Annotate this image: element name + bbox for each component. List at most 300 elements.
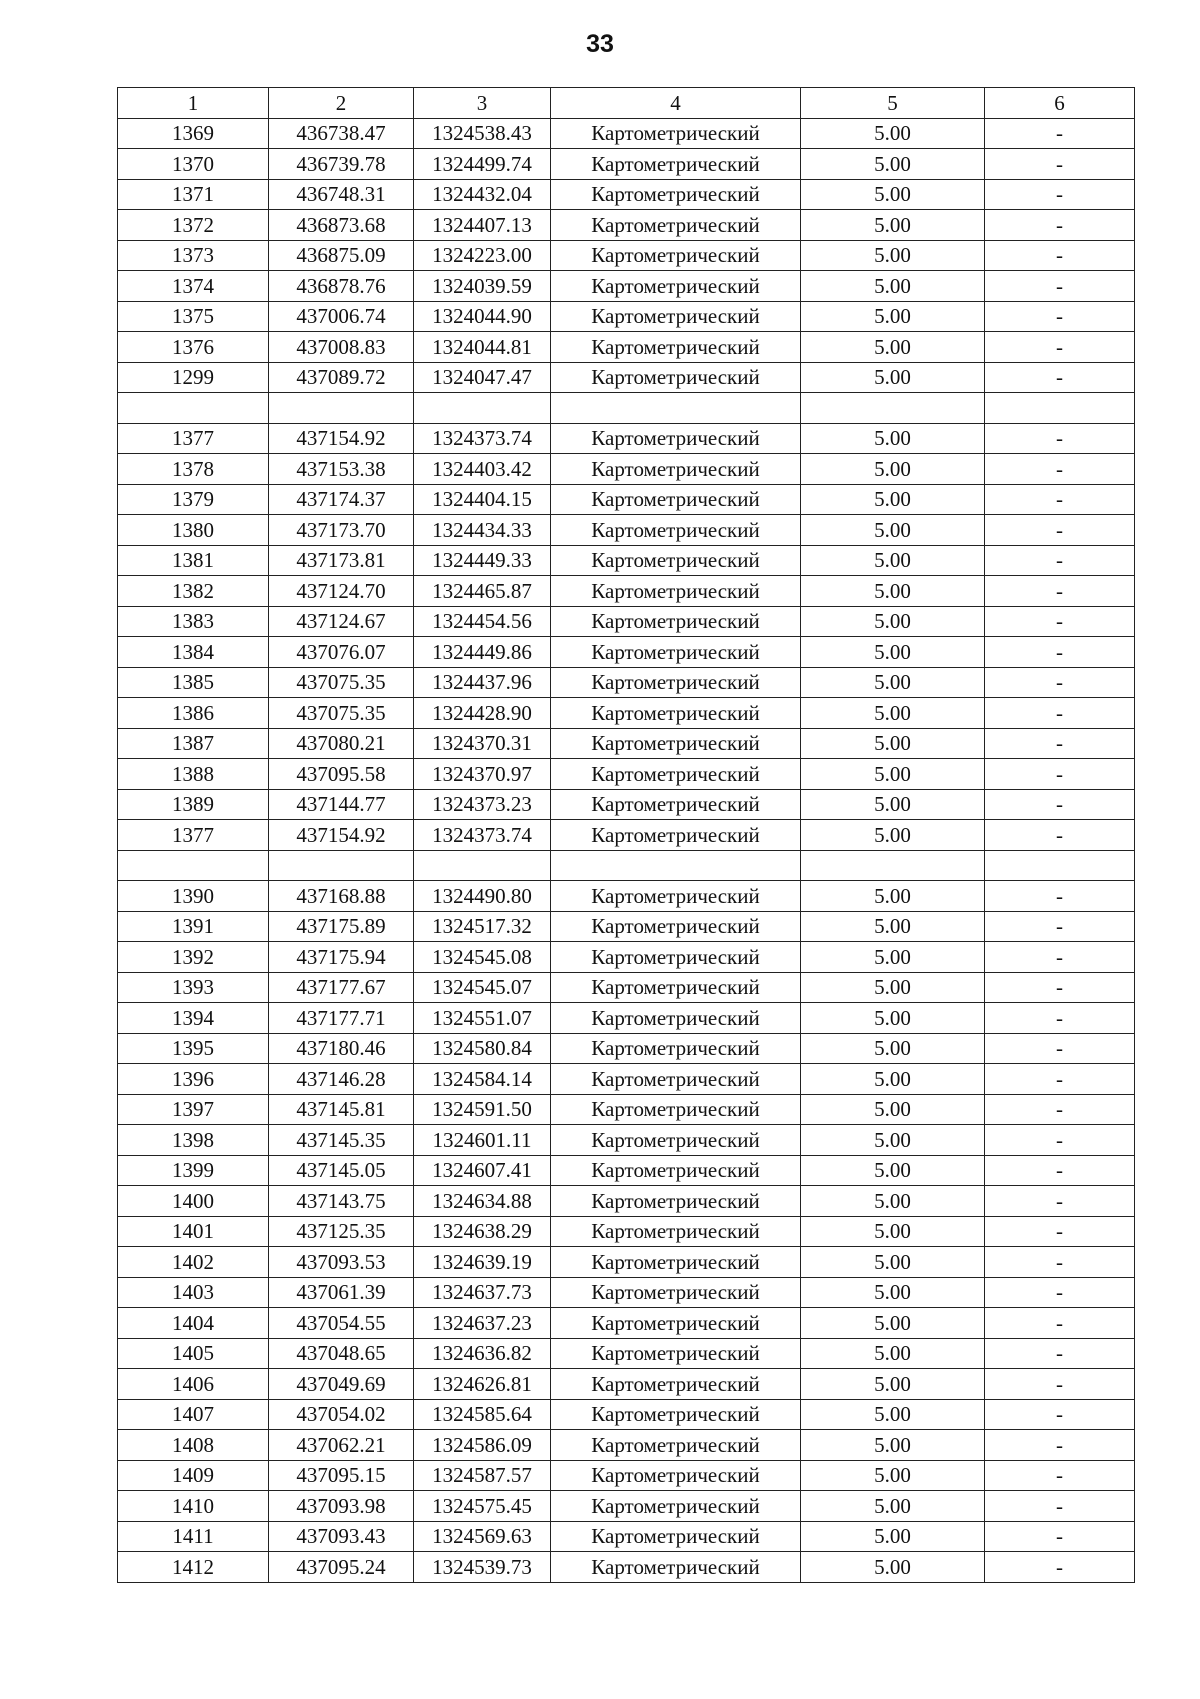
note-cell: -: [985, 698, 1135, 729]
note-cell: [985, 850, 1135, 881]
method-cell: Картометрический: [551, 1491, 801, 1522]
table-row: [118, 332, 1135, 363]
method-cell: Картометрический: [551, 759, 801, 790]
method-cell: Картометрический: [551, 1460, 801, 1491]
y-coordinate-cell: 1324636.82: [414, 1338, 551, 1369]
point-number-cell: 1412: [118, 1552, 269, 1583]
table-row: [118, 1460, 1135, 1491]
x-coordinate-cell: 437175.89: [269, 911, 414, 942]
table-row: [118, 484, 1135, 515]
note-cell: -: [985, 1186, 1135, 1217]
method-cell: Картометрический: [551, 972, 801, 1003]
accuracy-cell: 5.00: [801, 1430, 985, 1461]
x-coordinate-cell: 437054.55: [269, 1308, 414, 1339]
y-coordinate-cell: 1324432.04: [414, 179, 551, 210]
table-row: [118, 728, 1135, 759]
method-cell: Картометрический: [551, 545, 801, 576]
point-number-cell: 1389: [118, 789, 269, 820]
table-body: [118, 88, 1135, 1583]
table-row: [118, 1033, 1135, 1064]
note-cell: -: [985, 911, 1135, 942]
accuracy-cell: 5.00: [801, 1216, 985, 1247]
table-row: [118, 576, 1135, 607]
point-number-cell: 1383: [118, 606, 269, 637]
note-cell: -: [985, 1552, 1135, 1583]
table-row: [118, 1186, 1135, 1217]
x-coordinate-cell: 437145.81: [269, 1094, 414, 1125]
x-coordinate-cell: 437093.53: [269, 1247, 414, 1278]
y-coordinate-cell: 1324539.73: [414, 1552, 551, 1583]
method-cell: Картометрический: [551, 1399, 801, 1430]
note-cell: -: [985, 210, 1135, 241]
x-coordinate-cell: 437048.65: [269, 1338, 414, 1369]
method-cell: Картометрический: [551, 1033, 801, 1064]
method-cell: Картометрический: [551, 698, 801, 729]
table-row: [118, 1155, 1135, 1186]
table-row: [118, 1521, 1135, 1552]
accuracy-cell: 5.00: [801, 362, 985, 393]
y-coordinate-cell: 1324545.07: [414, 972, 551, 1003]
method-cell: Картометрический: [551, 881, 801, 912]
method-cell: Картометрический: [551, 820, 801, 851]
note-cell: -: [985, 1064, 1135, 1095]
method-cell: Картометрический: [551, 423, 801, 454]
note-cell: -: [985, 759, 1135, 790]
point-number-cell: 1393: [118, 972, 269, 1003]
accuracy-cell: 5.00: [801, 149, 985, 180]
y-coordinate-cell: 1324403.42: [414, 454, 551, 485]
accuracy-cell: 5.00: [801, 1491, 985, 1522]
x-coordinate-cell: 437061.39: [269, 1277, 414, 1308]
note-cell: -: [985, 332, 1135, 363]
point-number-cell: 1390: [118, 881, 269, 912]
note-cell: -: [985, 1155, 1135, 1186]
accuracy-cell: 5.00: [801, 301, 985, 332]
method-cell: Картометрический: [551, 1125, 801, 1156]
x-coordinate-cell: 437168.88: [269, 881, 414, 912]
method-cell: Картометрический: [551, 1247, 801, 1278]
y-coordinate-cell: 1324223.00: [414, 240, 551, 271]
note-cell: -: [985, 576, 1135, 607]
note-cell: -: [985, 1003, 1135, 1034]
accuracy-cell: 5.00: [801, 179, 985, 210]
table-row: [118, 423, 1135, 454]
table-row: [118, 1308, 1135, 1339]
y-coordinate-cell: 1324575.45: [414, 1491, 551, 1522]
y-coordinate-cell: 1324434.33: [414, 515, 551, 546]
x-coordinate-cell: 437177.71: [269, 1003, 414, 1034]
accuracy-cell: 5.00: [801, 1094, 985, 1125]
point-number-cell: 1372: [118, 210, 269, 241]
note-cell: -: [985, 820, 1135, 851]
accuracy-cell: 5.00: [801, 881, 985, 912]
note-cell: -: [985, 1308, 1135, 1339]
accuracy-cell: 5.00: [801, 1369, 985, 1400]
note-cell: -: [985, 1521, 1135, 1552]
y-coordinate-cell: 1324437.96: [414, 667, 551, 698]
method-cell: Картометрический: [551, 1277, 801, 1308]
y-coordinate-cell: 1324373.74: [414, 423, 551, 454]
accuracy-cell: 5.00: [801, 1460, 985, 1491]
y-coordinate-cell: 1324407.13: [414, 210, 551, 241]
y-coordinate-cell: 1324545.08: [414, 942, 551, 973]
note-cell: -: [985, 515, 1135, 546]
method-cell: Картометрический: [551, 728, 801, 759]
x-coordinate-cell: 436878.76: [269, 271, 414, 302]
y-coordinate-cell: 1324634.88: [414, 1186, 551, 1217]
table-row: [118, 942, 1135, 973]
table-row: [118, 210, 1135, 241]
point-number-cell: 1399: [118, 1155, 269, 1186]
x-coordinate-cell: 437095.15: [269, 1460, 414, 1491]
column-header: 3: [414, 88, 551, 119]
point-number-cell: 1408: [118, 1430, 269, 1461]
y-coordinate-cell: 1324044.81: [414, 332, 551, 363]
point-number-cell: 1387: [118, 728, 269, 759]
column-header: 4: [551, 88, 801, 119]
accuracy-cell: 5.00: [801, 1186, 985, 1217]
table-row: [118, 850, 1135, 881]
table-row: [118, 1552, 1135, 1583]
method-cell: Картометрический: [551, 454, 801, 485]
accuracy-cell: 5.00: [801, 484, 985, 515]
x-coordinate-cell: 437075.35: [269, 698, 414, 729]
point-number-cell: 1409: [118, 1460, 269, 1491]
point-number-cell: 1373: [118, 240, 269, 271]
note-cell: -: [985, 606, 1135, 637]
y-coordinate-cell: 1324404.15: [414, 484, 551, 515]
x-coordinate-cell: 437008.83: [269, 332, 414, 363]
method-cell: Картометрический: [551, 149, 801, 180]
y-coordinate-cell: 1324047.47: [414, 362, 551, 393]
x-coordinate-cell: 437095.24: [269, 1552, 414, 1583]
y-coordinate-cell: 1324465.87: [414, 576, 551, 607]
y-coordinate-cell: 1324584.14: [414, 1064, 551, 1095]
accuracy-cell: [801, 393, 985, 424]
note-cell: -: [985, 240, 1135, 271]
accuracy-cell: 5.00: [801, 759, 985, 790]
note-cell: -: [985, 1399, 1135, 1430]
note-cell: -: [985, 1033, 1135, 1064]
point-number-cell: 1371: [118, 179, 269, 210]
coordinates-table: [117, 87, 1135, 1583]
x-coordinate-cell: 437173.70: [269, 515, 414, 546]
table-row: [118, 118, 1135, 149]
accuracy-cell: 5.00: [801, 972, 985, 1003]
accuracy-cell: 5.00: [801, 820, 985, 851]
accuracy-cell: 5.00: [801, 1003, 985, 1034]
note-cell: -: [985, 1369, 1135, 1400]
point-number-cell: 1396: [118, 1064, 269, 1095]
x-coordinate-cell: 437006.74: [269, 301, 414, 332]
note-cell: -: [985, 179, 1135, 210]
column-header: 5: [801, 88, 985, 119]
table-row: [118, 515, 1135, 546]
note-cell: -: [985, 1247, 1135, 1278]
x-coordinate-cell: 437125.35: [269, 1216, 414, 1247]
point-number-cell: 1411: [118, 1521, 269, 1552]
table-row: [118, 972, 1135, 1003]
accuracy-cell: 5.00: [801, 1064, 985, 1095]
x-coordinate-cell: 437076.07: [269, 637, 414, 668]
note-cell: -: [985, 149, 1135, 180]
note-cell: -: [985, 484, 1135, 515]
method-cell: Картометрический: [551, 271, 801, 302]
point-number-cell: 1385: [118, 667, 269, 698]
y-coordinate-cell: 1324569.63: [414, 1521, 551, 1552]
method-cell: Картометрический: [551, 637, 801, 668]
table-row: [118, 881, 1135, 912]
y-coordinate-cell: 1324538.43: [414, 118, 551, 149]
table-row: [118, 1125, 1135, 1156]
method-cell: Картометрический: [551, 1552, 801, 1583]
table-row: [118, 454, 1135, 485]
accuracy-cell: 5.00: [801, 332, 985, 363]
method-cell: Картометрический: [551, 1186, 801, 1217]
x-coordinate-cell: [269, 850, 414, 881]
table-row: [118, 179, 1135, 210]
method-cell: Картометрический: [551, 942, 801, 973]
point-number-cell: 1378: [118, 454, 269, 485]
y-coordinate-cell: 1324587.57: [414, 1460, 551, 1491]
accuracy-cell: 5.00: [801, 1338, 985, 1369]
method-cell: Картометрический: [551, 332, 801, 363]
point-number-cell: 1384: [118, 637, 269, 668]
method-cell: Картометрический: [551, 362, 801, 393]
table-row: [118, 1247, 1135, 1278]
accuracy-cell: 5.00: [801, 1125, 985, 1156]
x-coordinate-cell: 436748.31: [269, 179, 414, 210]
note-cell: -: [985, 972, 1135, 1003]
note-cell: -: [985, 301, 1135, 332]
accuracy-cell: 5.00: [801, 576, 985, 607]
table-row: [118, 1430, 1135, 1461]
point-number-cell: 1369: [118, 118, 269, 149]
note-cell: [985, 393, 1135, 424]
accuracy-cell: 5.00: [801, 1247, 985, 1278]
y-coordinate-cell: 1324039.59: [414, 271, 551, 302]
x-coordinate-cell: 437145.05: [269, 1155, 414, 1186]
point-number-cell: 1406: [118, 1369, 269, 1400]
x-coordinate-cell: 437180.46: [269, 1033, 414, 1064]
method-cell: Картометрический: [551, 1521, 801, 1552]
method-cell: Картометрический: [551, 118, 801, 149]
method-cell: Картометрический: [551, 576, 801, 607]
point-number-cell: 1375: [118, 301, 269, 332]
y-coordinate-cell: 1324499.74: [414, 149, 551, 180]
accuracy-cell: 5.00: [801, 667, 985, 698]
y-coordinate-cell: 1324449.86: [414, 637, 551, 668]
note-cell: -: [985, 1338, 1135, 1369]
accuracy-cell: 5.00: [801, 1521, 985, 1552]
y-coordinate-cell: 1324585.64: [414, 1399, 551, 1430]
table-row: [118, 1216, 1135, 1247]
y-coordinate-cell: 1324637.73: [414, 1277, 551, 1308]
point-number-cell: 1388: [118, 759, 269, 790]
table-row: [118, 1338, 1135, 1369]
point-number-cell: 1392: [118, 942, 269, 973]
accuracy-cell: 5.00: [801, 606, 985, 637]
point-number-cell: 1400: [118, 1186, 269, 1217]
x-coordinate-cell: 437093.98: [269, 1491, 414, 1522]
note-cell: -: [985, 423, 1135, 454]
x-coordinate-cell: 437174.37: [269, 484, 414, 515]
accuracy-cell: 5.00: [801, 545, 985, 576]
y-coordinate-cell: 1324044.90: [414, 301, 551, 332]
method-cell: Картометрический: [551, 1155, 801, 1186]
accuracy-cell: 5.00: [801, 515, 985, 546]
table-row: [118, 1064, 1135, 1095]
y-coordinate-cell: 1324490.80: [414, 881, 551, 912]
method-cell: Картометрический: [551, 1369, 801, 1400]
table-row: [118, 545, 1135, 576]
column-header: 2: [269, 88, 414, 119]
y-coordinate-cell: 1324373.23: [414, 789, 551, 820]
x-coordinate-cell: 436738.47: [269, 118, 414, 149]
x-coordinate-cell: 437177.67: [269, 972, 414, 1003]
x-coordinate-cell: 437173.81: [269, 545, 414, 576]
y-coordinate-cell: 1324586.09: [414, 1430, 551, 1461]
column-header: 1: [118, 88, 269, 119]
point-number-cell: 1376: [118, 332, 269, 363]
accuracy-cell: 5.00: [801, 1399, 985, 1430]
x-coordinate-cell: 437093.43: [269, 1521, 414, 1552]
table-header-row: [118, 88, 1135, 119]
method-cell: Картометрический: [551, 484, 801, 515]
table-row: [118, 362, 1135, 393]
table-row: [118, 393, 1135, 424]
x-coordinate-cell: 437054.02: [269, 1399, 414, 1430]
point-number-cell: [118, 393, 269, 424]
note-cell: -: [985, 1277, 1135, 1308]
accuracy-cell: 5.00: [801, 1277, 985, 1308]
note-cell: -: [985, 637, 1135, 668]
x-coordinate-cell: 437153.38: [269, 454, 414, 485]
point-number-cell: 1403: [118, 1277, 269, 1308]
method-cell: Картометрический: [551, 1430, 801, 1461]
x-coordinate-cell: 437143.75: [269, 1186, 414, 1217]
x-coordinate-cell: 436739.78: [269, 149, 414, 180]
y-coordinate-cell: 1324626.81: [414, 1369, 551, 1400]
table-row: [118, 698, 1135, 729]
method-cell: Картометрический: [551, 1338, 801, 1369]
y-coordinate-cell: 1324591.50: [414, 1094, 551, 1125]
point-number-cell: 1377: [118, 820, 269, 851]
point-number-cell: 1407: [118, 1399, 269, 1430]
accuracy-cell: 5.00: [801, 942, 985, 973]
y-coordinate-cell: 1324370.31: [414, 728, 551, 759]
point-number-cell: 1404: [118, 1308, 269, 1339]
x-coordinate-cell: 437095.58: [269, 759, 414, 790]
x-coordinate-cell: 437154.92: [269, 423, 414, 454]
point-number-cell: 1405: [118, 1338, 269, 1369]
table-row: [118, 1003, 1135, 1034]
table-row: [118, 240, 1135, 271]
note-cell: -: [985, 1125, 1135, 1156]
accuracy-cell: 5.00: [801, 789, 985, 820]
accuracy-cell: 5.00: [801, 1033, 985, 1064]
y-coordinate-cell: 1324551.07: [414, 1003, 551, 1034]
point-number-cell: 1380: [118, 515, 269, 546]
accuracy-cell: 5.00: [801, 1552, 985, 1583]
note-cell: -: [985, 667, 1135, 698]
method-cell: Картометрический: [551, 179, 801, 210]
table-row: [118, 911, 1135, 942]
point-number-cell: 1401: [118, 1216, 269, 1247]
note-cell: -: [985, 118, 1135, 149]
method-cell: Картометрический: [551, 667, 801, 698]
x-coordinate-cell: 437089.72: [269, 362, 414, 393]
table-row: [118, 667, 1135, 698]
method-cell: Картометрический: [551, 515, 801, 546]
table-row: [118, 606, 1135, 637]
y-coordinate-cell: 1324601.11: [414, 1125, 551, 1156]
method-cell: Картометрический: [551, 911, 801, 942]
table-row: [118, 759, 1135, 790]
point-number-cell: 1402: [118, 1247, 269, 1278]
accuracy-cell: 5.00: [801, 454, 985, 485]
x-coordinate-cell: 437124.70: [269, 576, 414, 607]
y-coordinate-cell: 1324370.97: [414, 759, 551, 790]
note-cell: -: [985, 454, 1135, 485]
y-coordinate-cell: 1324637.23: [414, 1308, 551, 1339]
method-cell: Картометрический: [551, 1003, 801, 1034]
x-coordinate-cell: 437146.28: [269, 1064, 414, 1095]
point-number-cell: 1379: [118, 484, 269, 515]
x-coordinate-cell: 437062.21: [269, 1430, 414, 1461]
method-cell: Картометрический: [551, 301, 801, 332]
method-cell: Картометрический: [551, 1308, 801, 1339]
point-number-cell: 1382: [118, 576, 269, 607]
y-coordinate-cell: 1324373.74: [414, 820, 551, 851]
y-coordinate-cell: 1324449.33: [414, 545, 551, 576]
accuracy-cell: 5.00: [801, 728, 985, 759]
x-coordinate-cell: 437175.94: [269, 942, 414, 973]
method-cell: Картометрический: [551, 789, 801, 820]
note-cell: -: [985, 1094, 1135, 1125]
table-row: [118, 820, 1135, 851]
x-coordinate-cell: 437075.35: [269, 667, 414, 698]
y-coordinate-cell: [414, 850, 551, 881]
y-coordinate-cell: 1324580.84: [414, 1033, 551, 1064]
note-cell: -: [985, 942, 1135, 973]
y-coordinate-cell: [414, 393, 551, 424]
accuracy-cell: 5.00: [801, 1155, 985, 1186]
accuracy-cell: 5.00: [801, 698, 985, 729]
table-row: [118, 1491, 1135, 1522]
accuracy-cell: 5.00: [801, 240, 985, 271]
note-cell: -: [985, 789, 1135, 820]
accuracy-cell: [801, 850, 985, 881]
table-row: [118, 271, 1135, 302]
note-cell: -: [985, 545, 1135, 576]
method-cell: Картометрический: [551, 606, 801, 637]
accuracy-cell: 5.00: [801, 210, 985, 241]
y-coordinate-cell: 1324638.29: [414, 1216, 551, 1247]
note-cell: -: [985, 1460, 1135, 1491]
note-cell: -: [985, 1491, 1135, 1522]
point-number-cell: 1410: [118, 1491, 269, 1522]
table-row: [118, 1094, 1135, 1125]
y-coordinate-cell: 1324428.90: [414, 698, 551, 729]
method-cell: [551, 393, 801, 424]
note-cell: -: [985, 1430, 1135, 1461]
point-number-cell: 1374: [118, 271, 269, 302]
x-coordinate-cell: 437080.21: [269, 728, 414, 759]
point-number-cell: 1397: [118, 1094, 269, 1125]
point-number-cell: 1386: [118, 698, 269, 729]
y-coordinate-cell: 1324517.32: [414, 911, 551, 942]
